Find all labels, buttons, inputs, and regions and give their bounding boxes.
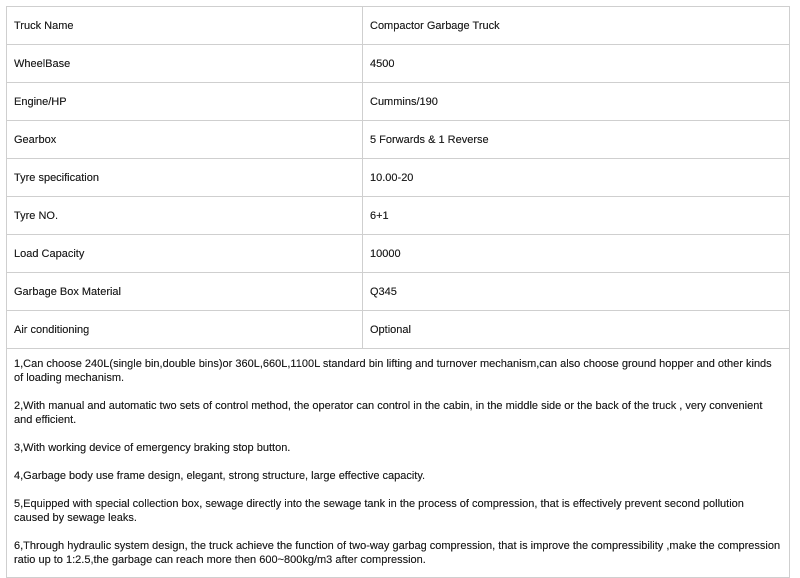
feature-item: 3,With working device of emergency braking stop button. xyxy=(14,442,291,454)
spec-row-load-capacity xyxy=(7,235,790,273)
spec-label: Garbage Box Material xyxy=(7,273,363,311)
spec-label: Gearbox xyxy=(7,121,363,159)
spec-row-engine xyxy=(7,83,790,121)
spec-value: 10000 xyxy=(363,235,790,273)
spec-value: 4500 xyxy=(363,45,790,83)
spec-row-air-conditioning xyxy=(7,311,790,349)
spec-row-garbage-box-material xyxy=(7,273,790,311)
spec-table xyxy=(6,6,790,578)
spec-label: Truck Name xyxy=(7,7,363,45)
spec-value: 6+1 xyxy=(363,197,790,235)
spec-label: Load Capacity xyxy=(7,235,363,273)
spec-value: 5 Forwards & 1 Reverse xyxy=(363,121,790,159)
spec-row-truck-name xyxy=(7,7,790,45)
spec-value: Compactor Garbage Truck xyxy=(363,7,790,45)
features-row xyxy=(7,349,790,578)
features-cell xyxy=(7,349,790,578)
spec-row-tyre-specification xyxy=(7,159,790,197)
spec-row-tyre-no xyxy=(7,197,790,235)
feature-item: 6,Through hydraulic system design, the truck achieve the function of two-way garbag compression, that is improve the compressibility ,make the compression ratio up to 1:2.5,the garbage can reach more then 600~800kg/m3 after compression. xyxy=(14,540,781,566)
spec-value: 10.00-20 xyxy=(363,159,790,197)
spec-value: Optional xyxy=(363,311,790,349)
feature-item: 5,Equipped with special collection box, sewage directly into the sewage tank in the process of compression, that is effectively prevent second pollution caused by sewage leaks. xyxy=(14,498,744,524)
spec-row-gearbox xyxy=(7,121,790,159)
feature-item: 2,With manual and automatic two sets of control method, the operator can control in the cabin, in the middle side or the back of the truck , very convenient and efficient. xyxy=(14,400,763,426)
spec-label: Tyre specification xyxy=(7,159,363,197)
spec-row-wheelbase xyxy=(7,45,790,83)
spec-label: Engine/HP xyxy=(7,83,363,121)
spec-value: Q345 xyxy=(363,273,790,311)
feature-item: 1,Can choose 240L(single bin,double bins)or 360L,660L,1100L standard bin lifting and turnover mechanism,can also choose ground hopper and other kinds of loading mechanism. xyxy=(14,358,772,384)
spec-label: Air conditioning xyxy=(7,311,363,349)
spec-value: Cummins/190 xyxy=(363,83,790,121)
spec-label: WheelBase xyxy=(7,45,363,83)
feature-item: 4,Garbage body use frame design, elegant, strong structure, large effective capacity. xyxy=(14,470,426,482)
spec-label: Tyre NO. xyxy=(7,197,363,235)
